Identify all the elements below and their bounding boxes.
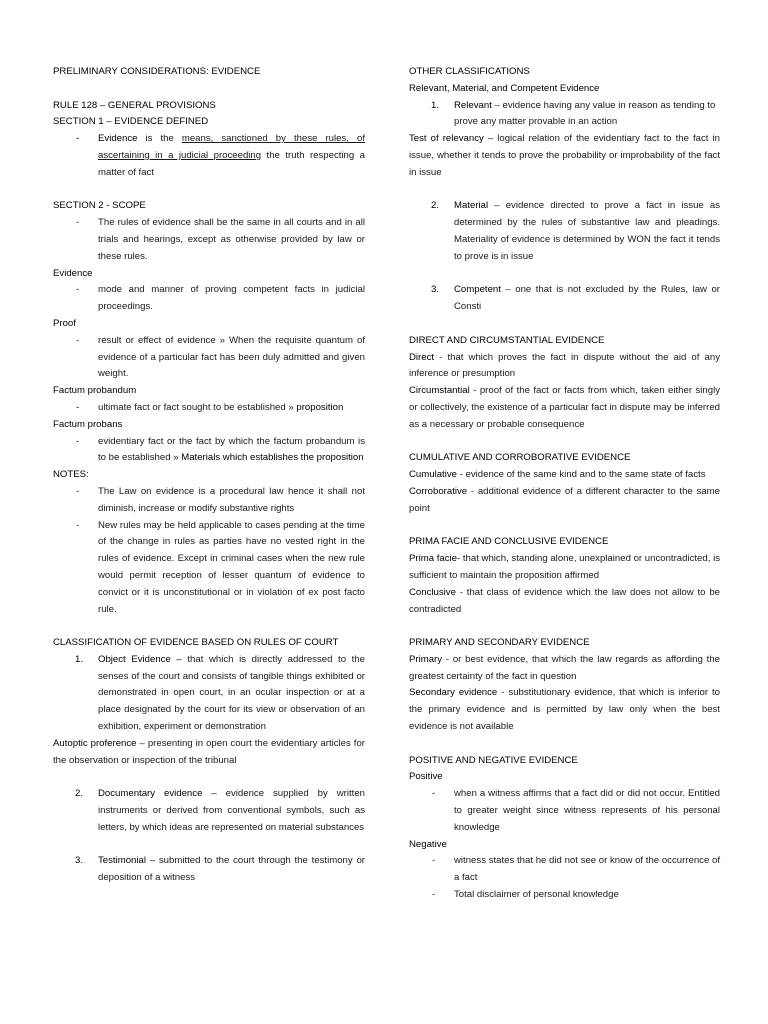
dash-bullet: - <box>76 485 80 497</box>
dash-bullet: - <box>76 401 80 413</box>
item-number: 2. <box>75 788 84 800</box>
item-number: 3. <box>75 855 84 867</box>
scope-item <box>53 215 365 265</box>
dash-bullet: - <box>76 133 80 145</box>
direct-text: Direct - that which proves the fact in dispute without the aid of any inference or presumption <box>409 351 720 380</box>
dash-bullet: - <box>76 334 80 346</box>
positive-term: Positive <box>409 771 443 783</box>
documentary-evidence-text: Documentary evidence – evidence supplied by written instruments or derived from conventional symbols, such as letters, by which ideas are represented on material substances <box>98 788 365 833</box>
dash-bullet: - <box>432 889 436 901</box>
corroborative-text: Corroborative - additional evidence of a different character to the same point <box>409 485 720 514</box>
circumstantial-text: Circumstantial - proof of the fact or facts from which, taken either singly or collectively, the existence of a particular fact in dispute may be inferred as a necessary or probable consequence <box>409 385 720 430</box>
cumulative-text: Cumulative - evidence of the same kind and to the same state of facts <box>409 469 706 481</box>
other-classifications-heading: OTHER CLASSIFICATIONS <box>409 66 530 77</box>
competent-text: Competent – one that is not excluded by the Rules, law or Consti <box>454 284 720 313</box>
factum-probandum-term: Factum probandum <box>53 385 137 397</box>
dash-bullet: - <box>76 519 80 531</box>
material-item <box>409 198 720 265</box>
dash-bullet: - <box>432 855 436 867</box>
prima-facie-text: Prima facie- that which, standing alone, unexplained or uncontradicted, is sufficient to maintain the proposition affirmed <box>409 553 720 581</box>
classification-item-2 <box>53 786 365 836</box>
evidence-item <box>53 282 365 316</box>
evidence-term: Evidence <box>53 267 93 279</box>
positive-negative-heading: POSITIVE AND NEGATIVE EVIDENCE <box>409 754 578 766</box>
left-column <box>53 64 365 887</box>
factum-probans-text: evidentiary fact or the fact by which the factum probandum is to be established » Materials which establishes the proposition <box>98 435 365 464</box>
secondary-text: Secondary evidence - substitutionary evidence, that which is inferior to the primary evidence and is permitted by law only when the best evidence is not available <box>409 687 720 733</box>
prima-facie-conclusive-heading: PRIMA FACIE AND CONCLUSIVE EVIDENCE <box>409 536 609 548</box>
relevant-text: Relevant – evidence having any value in reason as tending to prove any matter provable in an action <box>454 99 716 128</box>
dash-bullet: - <box>432 788 436 800</box>
proof-term: Proof <box>53 317 76 329</box>
classification-item-1 <box>53 652 365 736</box>
factum-probandum-text: ultimate fact or fact sought to be established » proposition <box>98 401 344 413</box>
proof-item <box>53 333 365 383</box>
positive-text: when a witness affirms that a fact did or did not occur. Entitled to greater weight since witness represents of his personal knowledge <box>454 788 720 833</box>
rule-heading: RULE 128 – GENERAL PROVISIONS <box>53 99 216 111</box>
factum-probans-term: Factum probans <box>53 418 123 430</box>
section1-heading: SECTION 1 – EVIDENCE DEFINED <box>53 116 209 128</box>
rmc-subheading: Relevant, Material, and Competent Evidence <box>409 82 600 94</box>
scope-text: The rules of evidence shall be the same in all courts and in all trials and hearings, except as otherwise provided by law or these rules. <box>98 217 365 262</box>
negative-text-1: witness states that he did not see or know of the occurrence of a fact <box>454 855 720 884</box>
primary-text: Primary - or best evidence, that which the law regards as affording the greatest certainty of the fact in question <box>409 653 720 682</box>
evidence-text: mode and manner of proving competent facts in judicial proceedings. <box>98 284 365 313</box>
dash-bullet: - <box>76 284 80 296</box>
primary-secondary-heading: PRIMARY AND SECONDARY EVIDENCE <box>409 637 590 649</box>
document-title: PRELIMINARY CONSIDERATIONS: EVIDENCE <box>53 66 261 77</box>
item-number: 1. <box>431 99 440 111</box>
right-column <box>409 64 720 904</box>
cumulative-corroborative-heading: CUMULATIVE AND CORROBORATIVE EVIDENCE <box>409 452 631 464</box>
note-text-2: New rules may be held applicable to cases pending at the time of the change in rules as parties have no vested right in the rules of evidence. Except in criminal cases when the new rule would permit reception of lesser quantum of evidence to convict or it is unconstitutional or in violation of ex post facto rule. <box>98 519 365 615</box>
dash-bullet: - <box>76 435 80 447</box>
note-item-2 <box>53 518 365 619</box>
autoptic-proference-text: Autoptic proference – presenting in open court the evidentiary articles for the observation or inspection of the tribunal <box>53 737 365 766</box>
evidence-definition-item <box>53 131 365 181</box>
classification-item-3 <box>53 853 365 887</box>
test-of-relevancy-text: Test of relevancy – logical relation of the evidentiary fact to the fact in issue, whether it tends to prove the probability or improbability of the fact in issue <box>409 133 720 178</box>
dash-bullet: - <box>76 217 80 229</box>
negative-item-1 <box>409 853 720 887</box>
item-number: 3. <box>431 284 440 296</box>
negative-term: Negative <box>409 838 447 850</box>
material-text: Material – evidence directed to prove a fact in issue as determined by the rules of substantive law and pleadings. Materiality of evidence is determined by WON the fact it tends to prove is in issue <box>454 200 720 262</box>
competent-item <box>409 282 720 316</box>
negative-text-2: Total disclaimer of personal knowledge <box>454 889 619 901</box>
section2-heading: SECTION 2 - SCOPE <box>53 200 146 212</box>
item-number: 1. <box>75 653 84 665</box>
classification-heading: CLASSIFICATION OF EVIDENCE BASED ON RULES OF COURT <box>53 637 339 649</box>
factum-probandum-item <box>53 400 365 417</box>
conclusive-text: Conclusive - that class of evidence which the law does not allow to be contradicted <box>409 586 720 615</box>
item-number: 2. <box>431 200 440 212</box>
negative-item-2 <box>409 887 720 904</box>
testimonial-text: Testimonial – submitted to the court through the testimony or deposition of a witness <box>98 855 365 884</box>
note-item-1 <box>53 484 365 518</box>
notes-heading: NOTES: <box>53 469 89 481</box>
evidence-definition-text: Evidence is the means, sanctioned by these rules, of ascertaining in a judicial proceeding the truth respecting a matter of fact <box>98 133 366 178</box>
positive-item <box>409 786 720 836</box>
object-evidence-text: Object Evidence – that which is directly addressed to the senses of the court and consists of tangible things exhibited or demonstrated in open court, in an ocular inspection or at a place designated by the court for its view or observation of an exhibition, experiment or demonstration <box>98 653 365 733</box>
factum-probans-item <box>53 434 365 468</box>
note-text-1: The Law on evidence is a procedural law hence it shall not diminish, increase or modify substantive rights <box>98 485 365 514</box>
proof-text: result or effect of evidence » When the requisite quantum of evidence of a particular fact has been duly admitted and given weight. <box>98 334 365 380</box>
relevant-item <box>409 98 720 132</box>
direct-circumstantial-heading: DIRECT AND CIRCUMSTANTIAL EVIDENCE <box>409 334 605 346</box>
